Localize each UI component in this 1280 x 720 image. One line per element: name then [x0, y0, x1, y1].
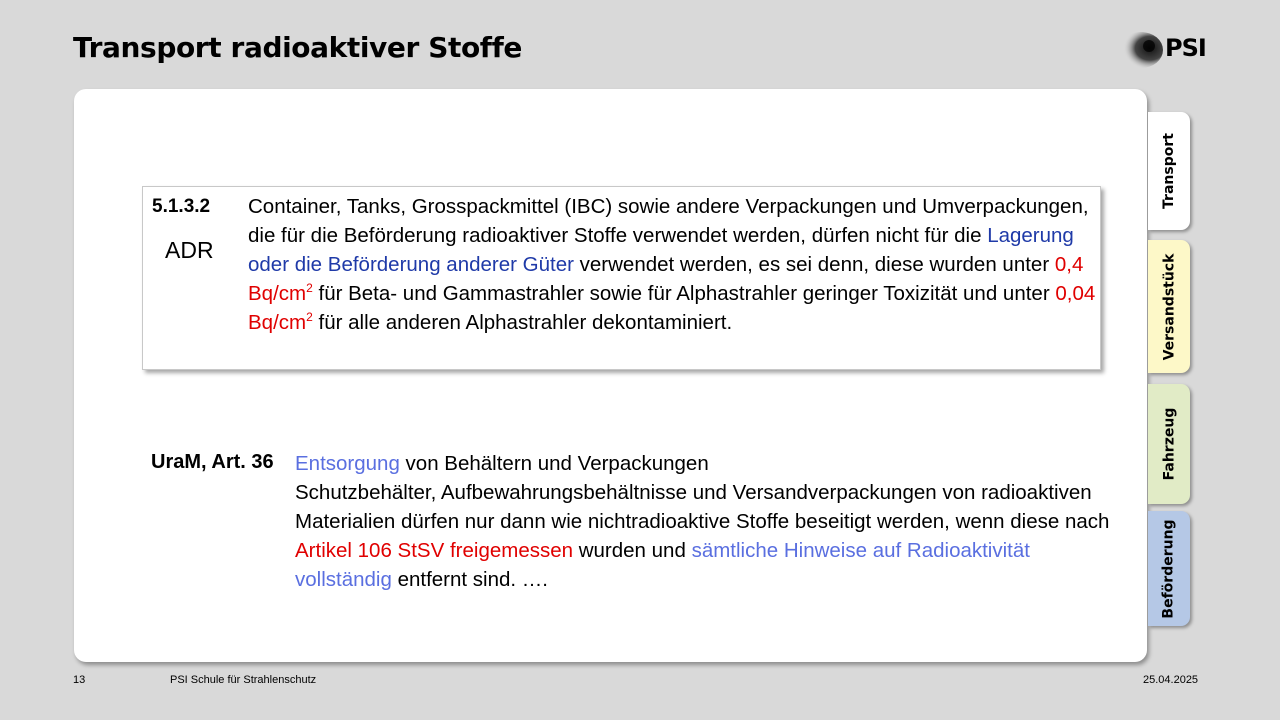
uram-heading — [295, 449, 709, 478]
adr-quote-box — [142, 186, 1101, 370]
psi-logo-icon — [1113, 30, 1163, 70]
uram-heading-text: von Behältern und Verpackungen — [399, 452, 709, 475]
tab-versandstueck-label: Versandstück — [1161, 253, 1177, 360]
adr-paragraph — [248, 192, 1098, 337]
uram-text-part: wurden und — [573, 539, 692, 562]
tab-befoerderung[interactable] — [1148, 511, 1190, 626]
adr-source-label: ADR — [165, 237, 214, 263]
adr-text-part: für Beta- und Gammastrahler sowie für Alphastrahler geringer Toxizität und unter — [312, 282, 1056, 305]
tab-transport-label: Transport — [1161, 133, 1177, 209]
uram-text-part: Schutzbehälter, Aufbewahrungsbehältnisse und Versandverpackungen von radioaktiven Materialien dürfen nur dann wie nichtradioaktive Stoffe beseitigt werden, wenn diese nach — [295, 481, 1110, 533]
adr-limit-exponent: 2 — [306, 281, 313, 296]
adr-limit-value: 0,4 Bq/cm — [248, 253, 1084, 305]
adr-text-part: Container, Tanks, Grosspackmittel (IBC) sowie andere Verpackungen und Umverpackungen, die für die Beförderung radioaktiver Stoffe verwendet werden, dürfen nicht für die — [248, 195, 1089, 247]
tab-fahrzeug[interactable] — [1148, 384, 1190, 504]
tab-transport[interactable] — [1148, 112, 1190, 230]
uram-highlight-article: Artikel 106 StSV freigemessen — [295, 539, 574, 562]
adr-limit-value: 0,04 Bq/cm — [248, 282, 1096, 334]
uram-paragraph — [295, 478, 1125, 594]
uram-heading-highlight: Entsorgung — [295, 452, 400, 475]
footer-page-number: 13 — [73, 674, 86, 686]
adr-text-part: verwendet werden, es sei denn, diese wurden unter — [573, 253, 1055, 276]
footer-organization: PSI Schule für Strahlenschutz — [170, 674, 317, 686]
adr-limit-exponent: 2 — [306, 310, 313, 325]
psi-logo — [1113, 30, 1213, 70]
uram-highlight-hints: sämtliche Hinweise auf Radioaktivität vollständig — [295, 539, 1030, 591]
adr-text-part: für alle anderen Alphastrahler dekontaminiert. — [312, 311, 733, 334]
uram-article-label: UraM, Art. 36 — [151, 451, 274, 473]
uram-text-part: entfernt sind. …. — [391, 568, 548, 591]
slide-title: Transport radioaktiver Stoffe — [73, 31, 522, 64]
adr-highlight-storage: Lagerung oder die Beförderung anderer Güter — [248, 224, 1074, 276]
tab-befoerderung-label: Beförderung — [1161, 518, 1177, 619]
tab-versandstueck[interactable] — [1148, 240, 1190, 373]
psi-logo-text: PSI — [1165, 34, 1206, 62]
tab-fahrzeug-label: Fahrzeug — [1161, 407, 1178, 481]
footer-date: 25.04.2025 — [1143, 674, 1199, 686]
adr-section-number: 5.1.3.2 — [152, 196, 211, 217]
